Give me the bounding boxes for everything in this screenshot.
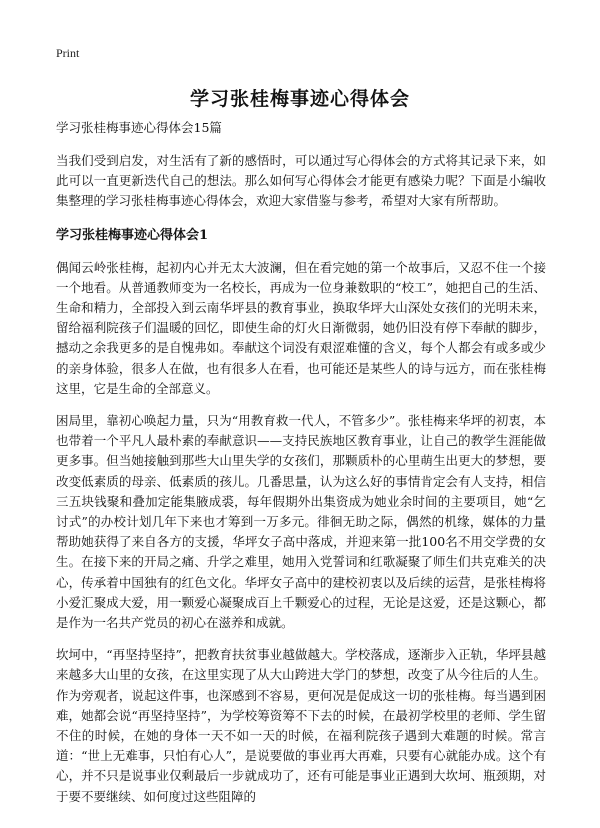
section-heading-1: 学习张桂梅事迹心得体会1 (56, 227, 209, 243)
section1-paragraph-1: 偶闻云岭张桂梅，起初内心并无太大波澜，但在看完她的第一个故事后，又忍不住一个接一个地看。从普通教师变为一名校长，再成为一位身兼数职的“校工”，她把自己的生活、生命和精力，全部投入到云南华坪县的教育事业，换取华坪大山深处女孩们的光明未来，留给福利院孩子们温暖的回忆，即使生命的灯火日渐微弱，她仍旧没有停下奉献的脚步，撼动之余我更多的是自愧弗如。奉献这个词没有艰涩难懂的含义，每个人都会有或多或少的亲身体验，很多人在做，也有很多人在看，也可能还是某些人的诗与远方，而在张桂梅这里，它是生命的全部意义。 (56, 259, 546, 396)
section1-paragraph-3: 坎坷中，“再坚持坚持”，把教育扶贫事业越做越大。学校落成，逐渐步入正轨，华坪县越来越多大山里的女孩，在这里实现了从大山跨进大学门的梦想，改变了从今往后的人生。作为旁观者，说起这件事，也深感到不容易，更何况是促成这一切的张桂梅。每当遇到困难，她都会说“再坚持坚持”，为学校筹资筹不下去的时候，在最初学校里的老师、学生留不住的时候，在她的身体一天不如一天的时候，在福利院孩子遇到大难题的时候。常言道：“世上无难事，只怕有心人”，是说要做的事业再大再难，只要有心就能办成。这个有心，并不只是说事业仅剩最后一步就成功了，还有可能是事业正遇到大坎坷、瓶颈期，对于要不要继续、如何度过这些阻障的 (56, 647, 546, 804)
section1-paragraph-2: 困局里，靠初心唤起力量，只为“用教育救一代人，不管多少”。张桂梅来华坪的初衷，本也带着一个平凡人最朴素的奉献意识——支持民族地区教育事业，让自己的教学生涯能做更多事。但当她接触到那些大山里失学的女孩们，那颗质朴的心里萌生出更大的梦想，要改变低素质的母亲、低素质的孩儿。几番思量，认为这么好的事情肯定会有人支持，相信三五块钱聚和叠加定能集腋成裘，每年假期外出集资成为她业余时间的主要项目，她“乞讨式”的办校计划几年下来也才筹到一万多元。徘徊无助之际，偶然的机缘，媒体的力量帮助她获得了来自各方的支援，华坪女子高中落成，并迎来第一批100名不用交学费的女生。在接下来的开局之痛、升学之难里，她用入党誓词和红歌凝聚了师生们共克难关的决心，传承着中国独有的红色文化。华坪女子高中的建校初衷以及后续的运营，是张桂梅将小爱汇聚成大爱，用一颗爱心凝聚成百上千颗爱心的过程，无论是这爱，还是这颗心，都是作为一名共产党员的初心在滋养和成就。 (56, 413, 546, 631)
intro-paragraph: 当我们受到启发，对生活有了新的感悟时，可以通过写心得体会的方式将其记录下来，如此可以一直更新迭代自己的想法。那么如何写心得体会才能更有感染力呢？下面是小编收集整理的学习张桂梅事迹心得体会，欢迎大家借鉴与参考，希望对大家有所帮助。 (56, 153, 546, 209)
document-body (56, 118, 546, 819)
print-link[interactable]: Print (56, 46, 80, 60)
page-title: 学习张桂梅事迹心得体会 (189, 88, 410, 110)
document-subtitle: 学习张桂梅事迹心得体会15篇 (56, 120, 222, 135)
